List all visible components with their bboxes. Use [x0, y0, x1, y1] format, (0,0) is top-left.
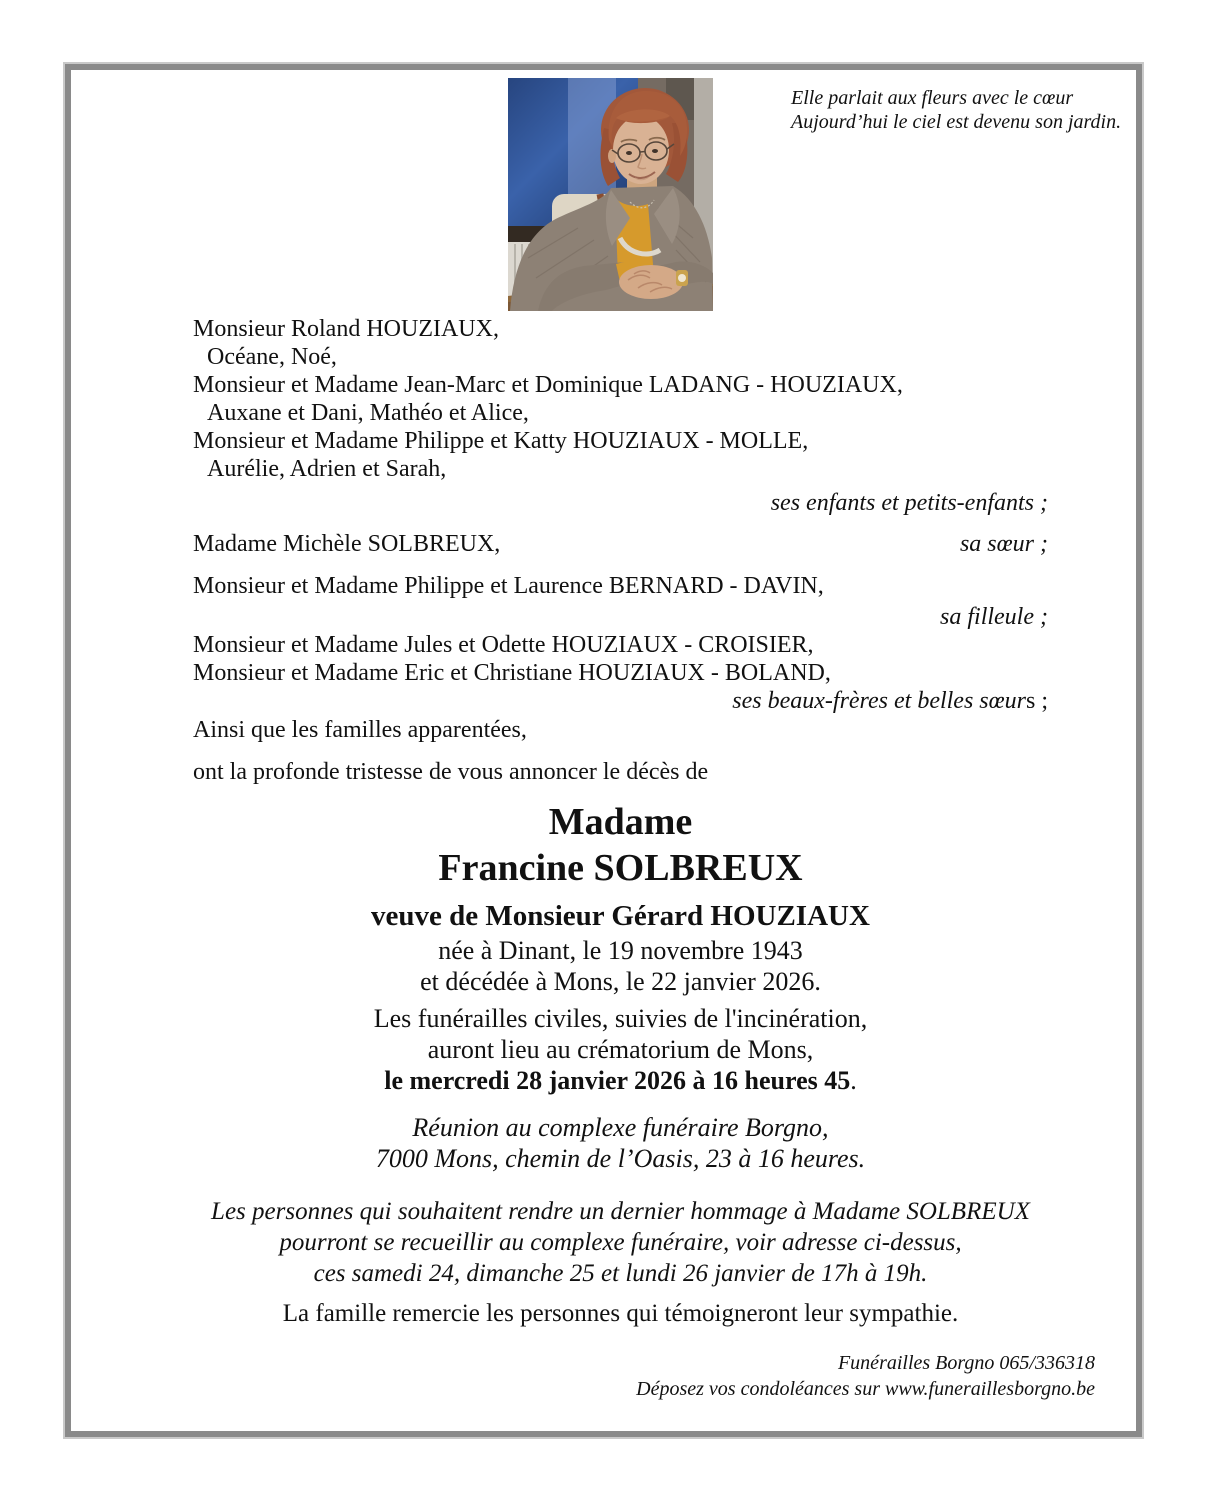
family-line-goddaughter: Monsieur et Madame Philippe et Laurence BERNARD - DAVIN, — [193, 573, 824, 599]
ceremony-date-period: . — [850, 1066, 857, 1095]
quote-line-2: Aujourd’hui le ciel est devenu son jardin. — [791, 111, 1122, 133]
family-line-inlaws-2: Monsieur et Madame Eric et Christiane HOUZIAUX - BOLAND, — [193, 660, 831, 686]
announcement-intro-line: ont la profonde tristesse de vous annoncer le décès de — [193, 759, 709, 785]
funeral-home-contact: Funérailles Borgno 065/336318 — [837, 1352, 1095, 1374]
family-line-children-2: Océane, Noé, — [207, 344, 337, 370]
birth-line: née à Dinant, le 19 novembre 1943 — [438, 936, 803, 965]
announcement-body — [193, 315, 1048, 1329]
ceremony-line-1: Les funérailles civiles, suivies de l'incinération, — [373, 1004, 868, 1033]
portrait-photo — [508, 78, 713, 311]
deceased-title: Madame — [548, 801, 693, 843]
family-line-children-3: Monsieur et Madame Jean-Marc et Dominique LADANG - HOUZIAUX, — [193, 372, 903, 398]
condolences-website: Déposez vos condoléances sur www.funeraillesborgno.be — [636, 1378, 1095, 1400]
relation-label-inlaws-italic: ses beaux-frères et belles sœur — [732, 688, 1026, 714]
document-border — [65, 64, 1142, 1437]
relation-label-inlaws-upright: s ; — [1025, 688, 1048, 714]
tribute-line-2: pourront se recueillir au complexe funéraire, voir adresse ci-dessus, — [279, 1229, 962, 1256]
family-line-sister — [193, 530, 1048, 558]
relation-label-inlaws — [193, 687, 1048, 715]
gathering-line-1: Réunion au complexe funéraire Borgno, — [412, 1113, 829, 1142]
family-line-children-6: Aurélie, Adrien et Sarah, — [207, 456, 447, 482]
family-line-inlaws-1: Monsieur et Madame Jules et Odette HOUZIAUX - CROISIER, — [193, 632, 814, 658]
family-line-children-1: Monsieur Roland HOUZIAUX, — [193, 316, 499, 342]
relation-label-goddaughter: sa filleule ; — [940, 604, 1048, 630]
portrait-photo-illustration — [508, 78, 713, 311]
ceremony-date: le mercredi 28 janvier 2026 à 16 heures 45 — [384, 1066, 851, 1095]
photo-watch — [676, 270, 688, 286]
deceased-name: Francine SOLBREUX — [438, 847, 803, 889]
sister-name: Madame Michèle SOLBREUX, — [193, 531, 501, 557]
ceremony-date-line — [193, 1065, 1048, 1096]
family-line-children-5: Monsieur et Madame Philippe et Katty HOUZIAUX - MOLLE, — [193, 428, 809, 454]
widow-line: veuve de Monsieur Gérard HOUZIAUX — [371, 900, 870, 932]
family-line-children-4: Auxane et Dani, Mathéo et Alice, — [207, 400, 529, 426]
quote-line-1: Elle parlait aux fleurs avec le cœur — [791, 87, 1074, 109]
tribute-line-3: ces samedi 24, dimanche 25 et lundi 26 janvier de 17h à 19h. — [313, 1260, 928, 1287]
ceremony-line-2: auront lieu au crématorium de Mons, — [427, 1035, 814, 1064]
memorial-quote — [791, 86, 1121, 134]
tribute-line-1: Les personnes qui souhaitent rendre un dernier hommage à Madame SOLBREUX — [211, 1198, 1030, 1225]
document-page — [71, 70, 1136, 1431]
related-families-line: Ainsi que les familles apparentées, — [193, 717, 527, 743]
funeral-home-footer — [636, 1350, 1095, 1402]
thanks-line: La famille remercie les personnes qui témoigneront leur sympathie. — [282, 1300, 959, 1327]
death-line: et décédée à Mons, le 22 janvier 2026. — [420, 967, 821, 996]
relation-label-sister: sa sœur ; — [959, 531, 1048, 557]
relation-label-children: ses enfants et petits-enfants ; — [770, 490, 1048, 516]
gathering-line-2: 7000 Mons, chemin de l’Oasis, 23 à 16 heures. — [375, 1144, 866, 1173]
